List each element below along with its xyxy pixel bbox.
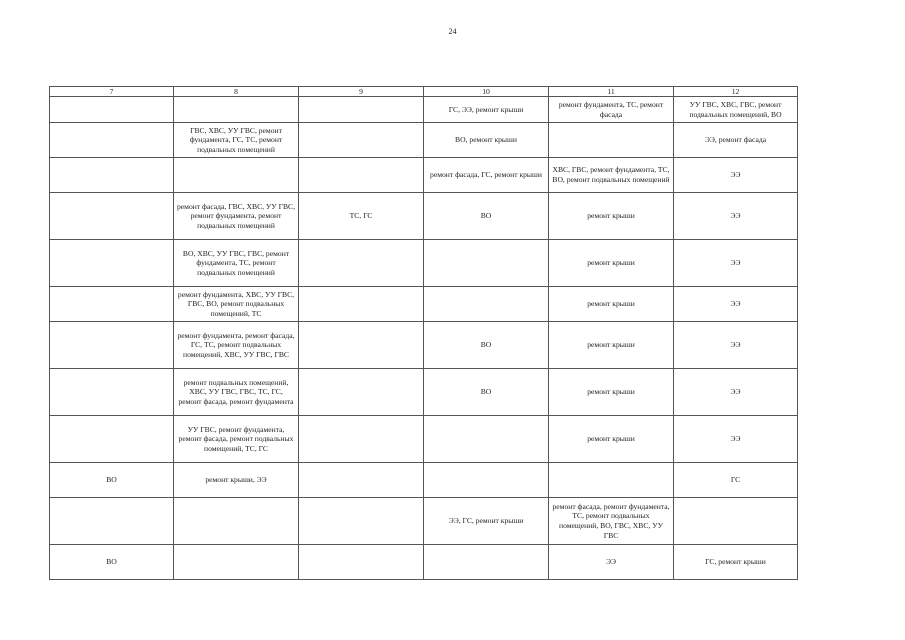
table-cell: ВО, ХВС, УУ ГВС, ГВС, ремонт фундамента, ТС, ремонт подвальных помещений (174, 240, 299, 287)
table-cell (50, 498, 174, 545)
table-cell (50, 193, 174, 240)
table-cell: ремонт фасада, ремонт фундамента, ТС, ремонт подвальных помещений, ВО, ГВС, ХВС, УУ ГВС (549, 498, 674, 545)
column-header: 9 (299, 87, 424, 97)
table-row (50, 322, 798, 369)
table-cell: ремонт фундамента, ХВС, УУ ГВС, ГВС, ВО, ремонт подвальных помещений, ТС (174, 287, 299, 322)
table-cell (50, 416, 174, 463)
table-cell: ЭЭ (674, 322, 798, 369)
table-cell: ЭЭ (549, 545, 674, 580)
table-cell (299, 240, 424, 287)
table-cell: ЭЭ (674, 193, 798, 240)
table-cell (174, 97, 299, 123)
table-row (50, 369, 798, 416)
table-cell: ХВС, ГВС, ремонт фундамента, ТС, ВО, ремонт подвальных помещений (549, 158, 674, 193)
table-cell (299, 287, 424, 322)
table-cell (299, 498, 424, 545)
repair-schedule-table (49, 86, 798, 580)
table-cell (299, 545, 424, 580)
table-cell: ремонт фундамента, ремонт фасада, ГС, ТС, ремонт подвальных помещений, ХВС, УУ ГВС, ГВС (174, 322, 299, 369)
table-cell: ЭЭ (674, 416, 798, 463)
table-cell: УУ ГВС, ремонт фундамента, ремонт фасада, ремонт подвальных помещений, ТС, ГС (174, 416, 299, 463)
table-cell: ЭЭ (674, 158, 798, 193)
table-cell: ТС, ГС (299, 193, 424, 240)
page-number: 24 (448, 27, 457, 36)
table-cell: ЭЭ, ремонт фасада (674, 123, 798, 158)
table-cell (299, 463, 424, 498)
table-row (50, 287, 798, 322)
table-cell (299, 369, 424, 416)
table-cell: ВО (424, 369, 549, 416)
table-cell: ЭЭ, ГС, ремонт крыши (424, 498, 549, 545)
table-cell (50, 287, 174, 322)
table-cell: ГС, ремонт крыши (674, 545, 798, 580)
table-cell: ВО (424, 193, 549, 240)
table-cell: ремонт подвальных помещений, ХВС, УУ ГВС, ГВС, ТС, ГС, ремонт фасада, ремонт фундамента (174, 369, 299, 416)
table-row (50, 123, 798, 158)
table-cell (299, 158, 424, 193)
table-cell: ремонт фасада, ГВС, ХВС, УУ ГВС, ремонт фундамента, ремонт подвальных помещений (174, 193, 299, 240)
table-cell (299, 416, 424, 463)
table-cell: ВО (50, 463, 174, 498)
table-cell: ВО (50, 545, 174, 580)
table-cell: ВО (424, 322, 549, 369)
table-cell: ВО, ремонт крыши (424, 123, 549, 158)
table-cell (50, 158, 174, 193)
table-row (50, 416, 798, 463)
table-cell: УУ ГВС, ХВС, ГВС, ремонт подвальных помещений, ВО (674, 97, 798, 123)
table-row (50, 545, 798, 580)
table-cell: ЭЭ (674, 240, 798, 287)
table-cell: ремонт крыши (549, 416, 674, 463)
table-cell: ремонт крыши (549, 193, 674, 240)
table-cell: ремонт крыши (549, 322, 674, 369)
column-header: 11 (549, 87, 674, 97)
table-cell (424, 463, 549, 498)
table-cell: ремонт крыши (549, 240, 674, 287)
table-row (50, 463, 798, 498)
table-row (50, 97, 798, 123)
table-cell (174, 545, 299, 580)
table-cell: ГС (674, 463, 798, 498)
table-cell (50, 322, 174, 369)
table-cell (50, 369, 174, 416)
table-row (50, 240, 798, 287)
table-cell (424, 287, 549, 322)
table-cell (299, 97, 424, 123)
table-row (50, 498, 798, 545)
table-cell (549, 463, 674, 498)
table-cell (549, 123, 674, 158)
table-cell (50, 123, 174, 158)
table-cell: ЭЭ (674, 369, 798, 416)
table-cell: ГВС, ХВС, УУ ГВС, ремонт фундамента, ГС, ТС, ремонт подвальных помещений (174, 123, 299, 158)
table-cell: ремонт фасада, ГС, ремонт крыши (424, 158, 549, 193)
table-cell: ремонт крыши, ЭЭ (174, 463, 299, 498)
table-cell: ремонт крыши (549, 369, 674, 416)
table-cell: ЭЭ (674, 287, 798, 322)
table-cell (174, 158, 299, 193)
column-header: 7 (50, 87, 174, 97)
table-cell (299, 322, 424, 369)
table-cell: ремонт фундамента, ТС, ремонт фасада (549, 97, 674, 123)
table-cell (299, 123, 424, 158)
table-cell (674, 498, 798, 545)
table-cell: ГС, ЭЭ, ремонт крыши (424, 97, 549, 123)
column-header: 10 (424, 87, 549, 97)
table-cell: ремонт крыши (549, 287, 674, 322)
table-cell (424, 416, 549, 463)
table-row (50, 193, 798, 240)
column-header: 8 (174, 87, 299, 97)
table-row (50, 158, 798, 193)
table-cell (50, 240, 174, 287)
table-cell (174, 498, 299, 545)
table-cell (424, 240, 549, 287)
table-cell (50, 97, 174, 123)
table-header-row (50, 87, 798, 97)
table-cell (424, 545, 549, 580)
column-header: 12 (674, 87, 798, 97)
